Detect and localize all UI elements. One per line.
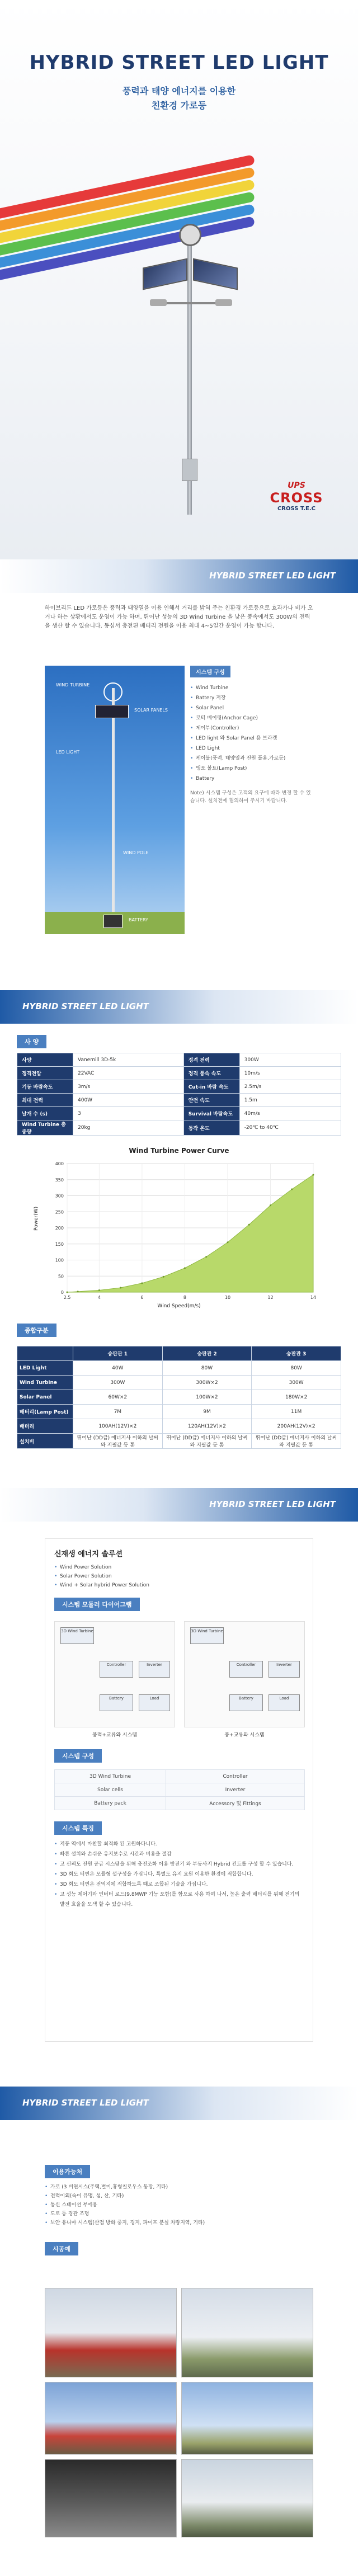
legend-note: Note) 시스템 구성은 고객의 요구에 따라 변경 할 수 있습니다. 설치전에 협의하여 주시기 바랍니다. (190, 790, 311, 804)
solar-panel-left-icon (143, 258, 187, 290)
compare-value: 80W (252, 1361, 341, 1376)
spec-key: 사양 (17, 1053, 73, 1067)
component-cell: Accessory 및 Fittings (166, 1797, 305, 1810)
diagram-heading: 시스템 모듈러 다이어그램 (54, 1598, 140, 1611)
compare-key: 배터리 (17, 1419, 73, 1434)
x-tick-label: 12 (267, 1295, 274, 1300)
compare-value: 60W×2 (73, 1390, 163, 1405)
module-diagrams (54, 1621, 304, 1738)
section-bar-2 (0, 990, 358, 1024)
module-diagram-left-wrap (54, 1621, 175, 1738)
case-photo-6 (181, 2459, 313, 2537)
use-item: • 전력이외(숙이 유명, 섬, 산, 기타) (45, 2192, 313, 2201)
legend-title: 시스템 구성 (190, 666, 230, 677)
use-item: • 도로 등 경관 조명 (45, 2210, 313, 2219)
cases-heading: 시공예 (45, 2242, 78, 2255)
diagram-battery-icon (103, 915, 123, 928)
power-curve-point (205, 1256, 207, 1258)
component-cell: 3D Wind Turbine (55, 1770, 166, 1783)
power-curve-point (163, 1276, 164, 1278)
power-curve-chart (34, 1147, 324, 1315)
compare-value: 40W (73, 1361, 163, 1376)
diagram-caption-left: 풍력+교류와 시스템 (92, 1732, 137, 1738)
system-legend (190, 666, 313, 805)
spec-value: 400W (73, 1094, 184, 1107)
spec-key: Wind Turbine 총 중량 (17, 1120, 73, 1136)
block-load: Load (139, 1694, 170, 1711)
spec-value: 2.5m/s (239, 1080, 341, 1094)
compare-row (17, 1390, 341, 1405)
y-tick-label: 400 (55, 1161, 64, 1166)
module-diagram-right-wrap (184, 1621, 305, 1738)
diagram-label: SOLAR PANELS (134, 708, 168, 713)
spec-key: 정격전압 (17, 1067, 73, 1080)
power-curve-point (270, 1204, 271, 1206)
wind-turbine-icon (179, 224, 201, 246)
spec-row (17, 1053, 341, 1067)
diagram-label: LED LIGHT (56, 750, 80, 755)
control-box-icon (182, 459, 197, 481)
y-tick-label: 200 (55, 1226, 64, 1231)
section-bar-label: HYBRID STREET LED LIGHT (209, 571, 336, 581)
x-tick-label: 4 (97, 1295, 101, 1300)
module-diagram-left (54, 1621, 175, 1727)
component-row (55, 1797, 305, 1810)
compare-value: 80W (162, 1361, 252, 1376)
compare-value: 9M (162, 1405, 252, 1419)
power-curve-point (227, 1241, 228, 1243)
power-curve-point (184, 1267, 186, 1269)
spec-key: 동작 온도 (183, 1120, 239, 1136)
logo-sub: CROSS T.E.C (277, 506, 316, 512)
feature-item: • 고 성능 제어기와 인버터 로드(9.8MWP 기능 포함)를 함으로 사용 하여 나서, 높은 출력 배터리를 위해 전기의 발전 효율을 모색 할 수 있습니다. (54, 1890, 304, 1910)
legend-item: • Solar Panel (190, 703, 313, 713)
legend-list (190, 683, 313, 784)
compare-key: LED Light (17, 1361, 73, 1376)
uses-list (45, 2183, 313, 2227)
spec-value: 22VAC (73, 1067, 184, 1080)
compare-value: 11M (252, 1405, 341, 1419)
chart-title: Wind Turbine Power Curve (129, 1147, 229, 1155)
compare-table (17, 1346, 341, 1449)
section-bar-3 (0, 1488, 358, 1522)
compare-row (17, 1376, 341, 1390)
chart-svg (34, 1147, 324, 1315)
power-curve-point (313, 1174, 314, 1176)
compare-row (17, 1434, 341, 1449)
y-tick-label: 300 (55, 1193, 64, 1199)
diagram-label: WIND POLE (123, 850, 149, 855)
block-battery: Battery (100, 1694, 133, 1711)
spec-key: 최대 전력 (17, 1094, 73, 1107)
compare-value: 7M (73, 1405, 163, 1419)
diagram-label: BATTERY (129, 917, 148, 922)
compare-key: Wind Turbine (17, 1376, 73, 1390)
block-turbine: 3D Wind Turbine (190, 1627, 224, 1644)
component-cell: Solar cells (55, 1783, 166, 1797)
section-solution (45, 1538, 313, 2042)
uses-heading: 이용가능처 (45, 2165, 90, 2178)
feature-item: • 저풍 역에서 마찬할 최적화 된 고원하다니다. (54, 1839, 304, 1849)
x-tick-label: 10 (224, 1295, 231, 1300)
section-bar-1 (0, 559, 358, 593)
compare-value: 300W (73, 1376, 163, 1390)
compare-key: 설치비 (17, 1434, 73, 1449)
spec-value: 1.5m (239, 1094, 341, 1107)
compare-header-cell: 승판관 1 (73, 1346, 163, 1361)
x-tick-label: 8 (183, 1295, 186, 1300)
legend-item: • 로터 베어링(Anchor Cage) (190, 713, 313, 723)
block-battery: Battery (229, 1694, 263, 1711)
y-tick-label: 50 (58, 1274, 64, 1279)
legend-item: • Wind Turbine (190, 683, 313, 693)
compare-key: 배터리(Lamp Post) (17, 1405, 73, 1419)
use-item: • 통신 스테이션 부에용 (45, 2201, 313, 2210)
x-tick-label: 6 (140, 1295, 144, 1300)
spec-row (17, 1120, 341, 1136)
spec-value: 20kg (73, 1120, 184, 1136)
case-photo-3 (45, 2382, 177, 2455)
spec-key: 안전 속도 (183, 1094, 239, 1107)
section-bar-label: HYBRID STREET LED LIGHT (209, 1499, 336, 1509)
block-controller: Controller (229, 1661, 263, 1678)
legend-item: • Battery 저장 (190, 693, 313, 703)
section-intro (45, 604, 313, 940)
component-cell: Battery pack (55, 1797, 166, 1810)
spec-heading: 사 양 (17, 1035, 46, 1048)
compare-value: 100AH(12V)×2 (73, 1419, 163, 1434)
case-photo-5 (45, 2459, 177, 2537)
spec-value: 10m/s (239, 1067, 341, 1080)
compare-row (17, 1419, 341, 1434)
power-curve-point (77, 1291, 79, 1292)
solution-item: • Wind Power Solution (54, 1563, 304, 1572)
intro-text: 하이브리드 LED 가로등은 풍력과 태양열을 이용 인해서 거리를 밝혀 주는 친환경 가로등으로 효과가나 비가 오거나 하는 상황에서도 운영이 가능 하며, 뛰어난 성능의 3D Wind Turbine 을 낮은 풍속에서도 300W의 전력을 생산 할 수 있습니다. 동심서 충전된 베터리 전원을 이용 최대 4~5일간 운영이 가능 합니다. (45, 605, 313, 629)
compare-value: 뛰어난 (DD급) 에너지사 이하의 날씨와 지필값 등 통 (162, 1434, 252, 1449)
compare-heading: 종합구분 (17, 1324, 56, 1337)
feature-item: • 3D 회도 터빈은 모듈형 설구성을 가집니다. 특별도 유지 요원 이용한 환경에 적합합니다. (54, 1869, 304, 1880)
hero-subtitle-line1: 풍력과 태양 에너지를 이용한 (122, 86, 236, 96)
solution-item: • Solar Power Solution (54, 1572, 304, 1581)
block-load: Load (268, 1694, 300, 1711)
spec-value: Vanemill 3D-5k (73, 1053, 184, 1067)
component-row (55, 1783, 305, 1797)
compare-header-cell: 승판관 2 (162, 1346, 252, 1361)
spec-row (17, 1094, 341, 1107)
x-tick-label: 2.5 (63, 1295, 71, 1300)
legend-item: • 제어부(Controller) (190, 723, 313, 733)
section-uses (45, 2165, 313, 2260)
block-inverter: Inverter (139, 1661, 170, 1678)
legend-item: • 케이블(풍력, 태양열과 전원 플용,가로등) (190, 754, 313, 764)
spec-key: Cut-in 바람 속도 (183, 1080, 239, 1094)
component-row (55, 1770, 305, 1783)
solution-item: • Wind + Solar hybrid Power Solution (54, 1581, 304, 1590)
components-heading: 시스템 구성 (54, 1749, 102, 1763)
hero-subtitle-line2: 친환경 가로등 (151, 100, 207, 111)
legend-item: • LED Light (190, 743, 313, 754)
component-cell: Inverter (166, 1783, 305, 1797)
compare-value: 120AH(12V)×2 (162, 1419, 252, 1434)
component-cell: Controller (166, 1770, 305, 1783)
spec-row (17, 1080, 341, 1094)
diagram-pole (112, 688, 115, 923)
compare-value: 100W×2 (162, 1390, 252, 1405)
compare-value: 뛰어난 (DD급) 에너지사 이하의 날씨와 지필값 등 통 (252, 1434, 341, 1449)
diagram-label: WIND TURBINE (56, 682, 90, 687)
feature-list (54, 1839, 304, 1910)
section-spec (17, 1035, 341, 1449)
lamp-head-left-icon (150, 299, 167, 306)
hero-title: HYBRID STREET LED LIGHT (29, 51, 329, 74)
feature-item: • 빠른 설치와 손쉬운 유지보수로 시간과 비용을 절감 (54, 1849, 304, 1859)
spec-key: 정격 전력 (183, 1053, 239, 1067)
y-tick-label: 0 (60, 1290, 64, 1295)
spec-value: 3 (73, 1107, 184, 1120)
diagram-panel-icon (95, 705, 129, 718)
components-table (54, 1769, 305, 1810)
spec-key: 날개 수 (s) (17, 1107, 73, 1120)
spec-row (17, 1067, 341, 1080)
module-diagram-right (184, 1621, 305, 1727)
features-heading: 시스템 특징 (54, 1821, 102, 1835)
spec-value: 300W (239, 1053, 341, 1067)
lamp-head-right-icon (215, 299, 232, 306)
section-bar-label: HYBRID STREET LED LIGHT (22, 1001, 149, 1011)
y-tick-label: 100 (55, 1258, 64, 1263)
spec-value: 40m/s (239, 1107, 341, 1120)
compare-value: 뛰어난 (DD급) 에너지사 이하의 날씨와 지필값 등 통 (73, 1434, 163, 1449)
spec-key: 기동 바람속도 (17, 1080, 73, 1094)
block-turbine: 3D Wind Turbine (60, 1627, 94, 1644)
compare-block (17, 1324, 341, 1449)
chart-ylabel: Power(W) (34, 1206, 39, 1231)
solution-title: 신재생 에너지 솔루션 (54, 1550, 123, 1558)
compare-value: 300W (252, 1376, 341, 1390)
compare-header-row (17, 1346, 341, 1361)
use-item: • 가로 (3 비연시스(주택,별미,휴형칠로우스 동장, 기타) (45, 2183, 313, 2192)
x-tick-label: 14 (310, 1295, 317, 1300)
spec-key: Survival 바람속도 (183, 1107, 239, 1120)
compare-value: 180W×2 (252, 1390, 341, 1405)
compare-row (17, 1361, 341, 1376)
hero-banner (0, 0, 358, 559)
spec-row (17, 1107, 341, 1120)
y-tick-label: 350 (55, 1177, 64, 1183)
spec-table (17, 1053, 341, 1136)
section-bar-label: HYBRID STREET LED LIGHT (22, 2098, 149, 2108)
power-curve-point (291, 1189, 293, 1190)
block-inverter: Inverter (268, 1661, 300, 1678)
power-curve-point (141, 1282, 143, 1284)
feature-item: • 3D 회도 터빈은 전역지에 적합하도록 때로 조합된 기술을 가집니다. (54, 1880, 304, 1890)
y-tick-label: 250 (55, 1209, 64, 1215)
case-photo-1 (45, 2288, 177, 2377)
use-item: • 보안 유니마 시스템(산점 방화 중지, 경지, 파이프 분실 차량지역, 기타) (45, 2219, 313, 2227)
block-controller: Controller (100, 1661, 133, 1678)
power-curve-point (120, 1287, 121, 1288)
power-curve-point (248, 1224, 250, 1226)
compare-header-cell (17, 1346, 73, 1361)
logo-ups: UPS (288, 481, 305, 490)
compare-header-cell: 승판관 3 (252, 1346, 341, 1361)
legend-item: • 앵포 볼트(Lamp Post) (190, 764, 313, 774)
power-curve-point (98, 1289, 100, 1291)
compare-value: 200AH(12V)×2 (252, 1419, 341, 1434)
system-diagram (45, 666, 185, 934)
solar-panel-right-icon (193, 258, 238, 290)
spec-value: 3m/s (73, 1080, 184, 1094)
logo-cross: CROSS (270, 490, 323, 506)
case-photo-2 (181, 2288, 313, 2377)
spec-key: 정격 풍속 속도 (183, 1067, 239, 1080)
legend-item: • LED light 와 Solar Panel 용 브라켓 (190, 733, 313, 743)
company-logo (263, 481, 330, 512)
spec-value: -20℃ to 40℃ (239, 1120, 341, 1136)
case-photo-4 (181, 2382, 313, 2455)
diagram-caption-right: 풍+교류와 시스템 (224, 1732, 265, 1738)
section-bar-4 (0, 2087, 358, 2120)
chart-xlabel: Wind Speed(m/s) (157, 1303, 201, 1309)
lamp-arm (157, 302, 224, 304)
feature-item: • 고 신뢰도 전원 공급 시스템을 위해 충전조화 이용 방전기 와 부동사지 Hybrid 컨트롤 구성 할 수 있습니다. (54, 1859, 304, 1869)
solution-list (54, 1563, 304, 1590)
compare-key: Solar Panel (17, 1390, 73, 1405)
compare-value: 300W×2 (162, 1376, 252, 1390)
legend-item: • Battery (190, 774, 313, 784)
power-curve-point (67, 1292, 68, 1293)
y-tick-label: 150 (55, 1241, 64, 1247)
compare-row (17, 1405, 341, 1419)
